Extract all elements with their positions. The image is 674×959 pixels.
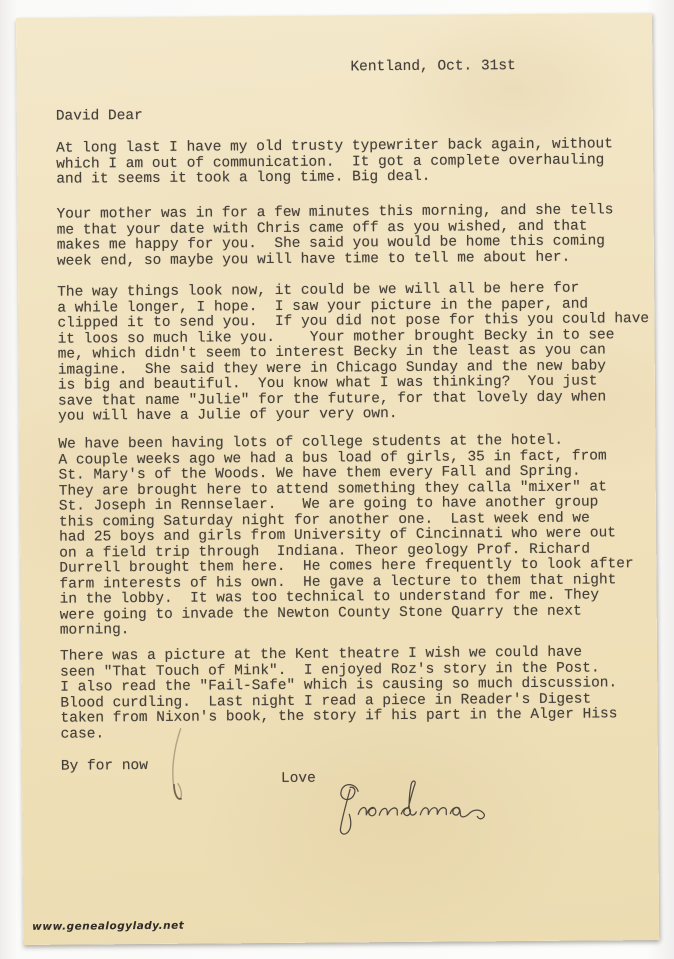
- signature: [328, 776, 496, 841]
- watermark: www.genealogylady.net: [32, 919, 185, 933]
- letter-paragraph: There was a picture at the Kent theatre I wish we could have seen "That Touch of Mink". I enjoyed Roz's story in the Post. I also read the "Fail-Safe" which is causing so much discussion. Blood curdling. Last night I read a piece in Reader's Digest taken from Nixon's book, the story if his part in the Alger Hiss case.: [59, 644, 618, 743]
- letter-paragraph: Your mother was in for a few minutes this morning, and she tells me that your date with Chris came off as you wished, and that makes me happy for you. She said you would be home this coming week end, so maybe you will have time to tell me about her.: [56, 202, 614, 270]
- salutation: David Dear: [55, 108, 143, 125]
- dateline: Kentland, Oct. 31st: [350, 58, 516, 76]
- valediction: Love: [280, 770, 316, 787]
- letter-paragraph: We have been having lots of college students at the hotel. A couple weeks ago we had a bus load of girls, 35 in fact, from St. Mary's of the Woods. We have them every Fall and Spring. They are brought here to attend something they calla "mixer" at St. Joseph in Rennselaer. We are going to have another group this coming Saturday night for another one. Last week end we had 25 boys and girls from University of Cincinnati who were out on a field trip through Indiana. Theor geology Prof. Richard Durrell brought them here. He comes here frequently to look after farm interests of his own. He gave a lecture to them that night in the lobby. It was too technical to understand for me. They were going to invade the Newton County Stone Quarry the next morning.: [58, 432, 634, 639]
- letter-page: [16, 13, 659, 945]
- letter-paragraph: At long last I have my old trusty typewriter back again, without which I am out of communication. It got a complete overhauling and it seems it took a long time. Big deal.: [55, 136, 613, 188]
- letter-paragraph: The way things look now, it could be we will all be here for a while longer, I hope. I saw your picture in the paper, and clipped it to send you. If you did not pose for this you could have it loos so much like you. Your mother brought Becky in to see me, which didn't seem to interest Becky in the least as you can imagine. She said they were in Chicago Sunday and the new baby is big and beautiful. You know what I was thinking? You just save that name "Julie" for the future, for that lovely day when you will have a Julie of your very own.: [57, 280, 650, 425]
- closing-line: By for now: [60, 757, 148, 775]
- pen-mark: [162, 723, 197, 813]
